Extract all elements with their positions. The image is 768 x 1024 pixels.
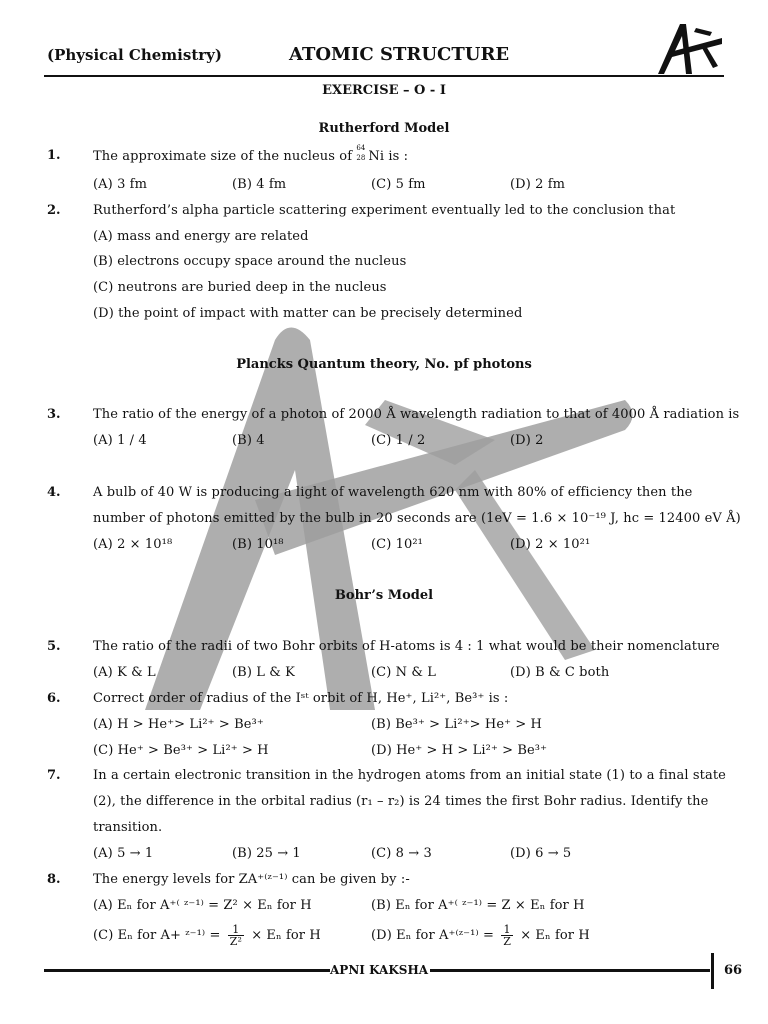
option: (D) the point of impact with matter can be precisely determined: [93, 306, 523, 321]
option: (A) H > He⁺> Li²⁺ > Be³⁺: [93, 717, 264, 732]
option: (D) 2 × 10²¹: [510, 537, 591, 552]
question-number: 7.: [47, 768, 61, 783]
section-heading-bohr: Bohr’s Model: [334, 588, 434, 603]
section-heading-plancks: Plancks Quantum theory, No. pf photons: [236, 357, 532, 372]
page-number: 66: [724, 963, 743, 978]
nuclide-symbol: 64 28: [356, 144, 366, 162]
subject-label: (Physical Chemistry): [47, 46, 222, 64]
footer-rule-right: [430, 969, 710, 972]
question-2-text: Rutherford’s alpha particle scattering experiment eventually led to the conclusion that: [93, 203, 676, 218]
footer-divider: [711, 953, 714, 989]
footer-rule-left: [44, 969, 330, 972]
fraction: $\frac{1}{Z}$: [503, 923, 511, 948]
question-number: 5.: [47, 639, 61, 654]
option: (B) Be³⁺ > Li²⁺> He⁺ > H: [371, 717, 542, 732]
option: (D) 2: [510, 433, 544, 448]
option: (B) L & K: [232, 665, 295, 680]
option: (A) 1 / 4: [93, 433, 147, 448]
question-4-text-line1: A bulb of 40 W is producing a light of wavelength 620 nm with 80% of efficiency then the: [93, 485, 693, 500]
option: (A) K & L: [93, 665, 156, 680]
option: (C) 5 fm: [371, 177, 426, 192]
option: (B) 4 fm: [232, 177, 287, 192]
option: (D) He⁺ > H > Li²⁺ > Be³⁺: [371, 743, 548, 758]
option: (A) 5 → 1: [93, 846, 154, 861]
question-number: 8.: [47, 872, 61, 887]
option: (B) 25 → 1: [232, 846, 301, 861]
question-7-text-line1: In a certain electronic transition in the hydrogen atoms from an initial state (1) to a final state: [93, 768, 726, 783]
question-number: 6.: [47, 691, 61, 706]
option: (B) electrons occupy space around the nucleus: [93, 254, 407, 269]
option: (D) 2 fm: [510, 177, 566, 192]
footer-brand: APNI KAKSHA: [330, 963, 429, 977]
option: (A) mass and energy are related: [93, 229, 309, 244]
option: (C) 8 → 3: [371, 846, 432, 861]
question-4-text-line2: number of photons emitted by the bulb in 20 seconds are (1eV = 1.6 × 10⁻¹⁹ J, hc = 12400 eV Å): [93, 511, 741, 526]
question-number: 3.: [47, 407, 61, 422]
option: (C) He⁺ > Be³⁺ > Li²⁺ > H: [93, 743, 269, 758]
option: (C) Eₙ for A+ ᶻ⁻¹⁾ = $\frac{1}{\text{Z²}}$ × Eₙ for H: [93, 923, 321, 948]
option: (D) B & C both: [510, 665, 610, 680]
brand-logo: [652, 20, 724, 76]
question-7-text-line2: (2), the difference in the orbital radius (r₁ – r₂) is 24 times the first Bohr radius. Identify the: [93, 794, 709, 809]
option: (B) 4: [232, 433, 265, 448]
option: (A) Eₙ for A⁺⁽ ᶻ⁻¹⁾ = Z² × Eₙ for H: [93, 898, 312, 913]
option: (D) Eₙ for A⁺⁽ᶻ⁻¹⁾ = $\frac{1}{Z}$ × Eₙ for H: [371, 923, 590, 948]
question-3-text: The ratio of the energy of a photon of 2000 Å wavelength radiation to that of 4000 Å radiation is: [93, 407, 740, 422]
exercise-heading: EXERCISE – O - I: [322, 83, 446, 98]
fraction: $\frac{1}{\text{Z²}}$: [229, 923, 242, 948]
section-heading-rutherford: Rutherford Model: [318, 121, 450, 136]
option: (D) 6 → 5: [510, 846, 572, 861]
question-number: 1.: [47, 148, 61, 163]
question-5-text: The ratio of the radii of two Bohr orbits of H-atoms is 4 : 1 what would be their nomenclature: [93, 639, 720, 654]
question-number: 2.: [47, 203, 61, 218]
question-number: 4.: [47, 485, 61, 500]
question-1-text: The approximate size of the nucleus of 64 28 Ni is :: [93, 144, 409, 164]
question-7-text-line3: transition.: [93, 820, 163, 835]
option: (B) 10¹⁸: [232, 537, 284, 552]
option: (C) neutrons are buried deep in the nucleus: [93, 280, 387, 295]
option: (A) 2 × 10¹⁸: [93, 537, 173, 552]
option: (C) 10²¹: [371, 537, 423, 552]
question-8-text: The energy levels for ZA⁺⁽ᶻ⁻¹⁾ can be given by :-: [93, 872, 410, 887]
option: (A) 3 fm: [93, 177, 148, 192]
option: (C) N & L: [371, 665, 436, 680]
option: (B) Eₙ for A⁺⁽ ᶻ⁻¹⁾ = Z × Eₙ for H: [371, 898, 585, 913]
question-6-text: Correct order of radius of the Iˢᵗ orbit of H, He⁺, Li²⁺, Be³⁺ is :: [93, 691, 509, 706]
header-rule: [44, 75, 724, 77]
page-title: ATOMIC STRUCTURE: [289, 44, 510, 65]
option: (C) 1 / 2: [371, 433, 426, 448]
